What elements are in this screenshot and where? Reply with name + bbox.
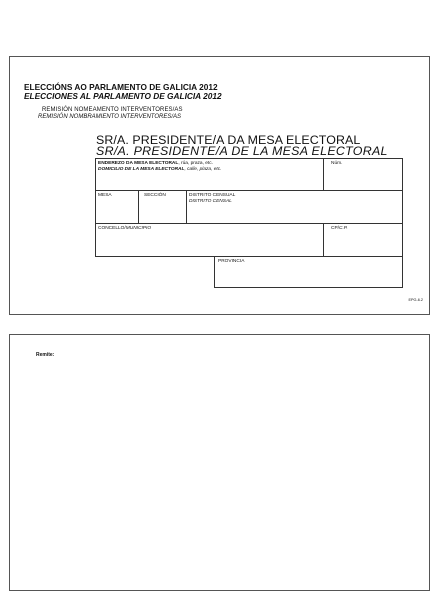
form-reference: EPG-6.2 <box>408 298 423 302</box>
remite-label: Remite: <box>36 352 55 358</box>
col-divider-num <box>323 158 324 190</box>
distrito-censal-label: DISTRITO CENSAL <box>189 199 232 204</box>
col-divider-cp <box>323 223 324 257</box>
row-divider-1 <box>95 190 403 191</box>
row-divider-2 <box>95 223 403 224</box>
mesa-label: MESA <box>98 193 112 198</box>
concello-label: CONCELLO/MUNICIPIO <box>98 226 152 231</box>
domicilio-label: DOMICILIO DE LA MESA ELECTORAL, calle, plaza, etc. <box>98 167 222 172</box>
subtitle-galician: REMISIÓN NOMEAMENTO INTERVENTORES/AS <box>42 107 183 113</box>
subtitle-spanish: REMISIÓN NOMBRAMIENTO INTERVENTORES/AS <box>38 114 182 120</box>
addressee-galician: SR/A. PRESIDENTE/A DA MESA ELECTORAL <box>96 133 361 147</box>
seccion-label: SECCIÓN <box>144 193 166 198</box>
envelope-back <box>9 334 430 591</box>
col-divider-seccion <box>186 190 187 223</box>
envelope-front <box>9 56 430 315</box>
num-label: Núm. <box>331 161 343 166</box>
col-divider-mesa <box>138 190 139 223</box>
title-galician: ELECCIÓNS AO PARLAMENTO DE GALICIA 2012 <box>24 82 218 92</box>
addressee-spanish: SR/A. PRESIDENTE/A DE LA MESA ELECTORAL <box>96 144 388 158</box>
distrito-label: DISTRITO CENSUAL <box>189 193 236 198</box>
title-spanish: ELECCIONES AL PARLAMENTO DE GALICIA 2012 <box>24 91 222 101</box>
provincia-label: PROVINCIA <box>218 259 245 264</box>
cp-label: CP/C.P. <box>331 226 348 231</box>
enderezo-label: ENDEREZO DA MESA ELECTORAL, rúa, praza, etc. <box>98 161 213 166</box>
